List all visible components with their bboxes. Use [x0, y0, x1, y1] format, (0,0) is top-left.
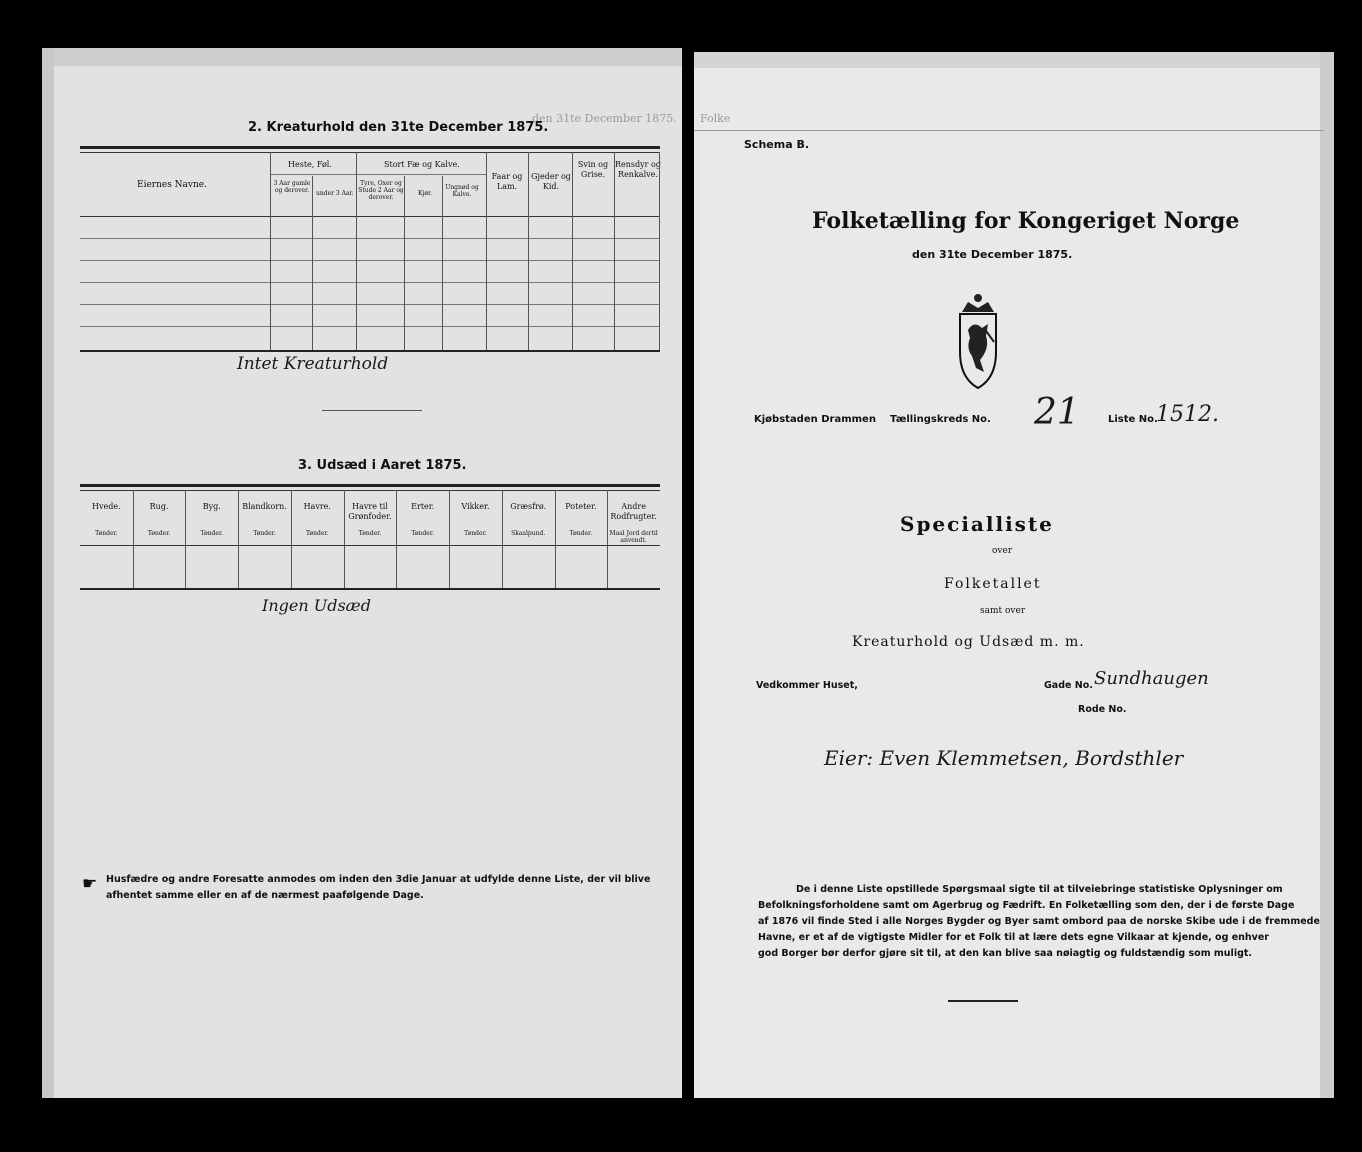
section2-end-rule [322, 410, 422, 411]
header-reindeer: Rensdyr og Renkalve. [615, 160, 661, 179]
rode-label: Rode No. [1078, 704, 1127, 715]
udsaed-col-unit: Tønder. [569, 530, 593, 537]
col-rule-9 [614, 152, 615, 350]
info-line-4: Havne, er et af de vigtigste Midler for et Folk til at lære dets egne Vilkaar at kjende, og enhver [758, 932, 1269, 943]
udsaed-col-name: Andre Rodfrugter. [610, 502, 657, 521]
notice-line-2: afhentet samme eller en af de nærmest paafølgende Dage. [106, 890, 424, 901]
udsaed-col-unit: Tønder. [253, 530, 276, 537]
header-sheep: Faar og Lam. [491, 172, 523, 191]
huset-label: Vedkommer Huset, [756, 680, 858, 691]
page-left-edge [42, 48, 54, 1098]
udsaed-col-rule [185, 490, 186, 588]
header-horses: Heste, Føl. [288, 160, 332, 169]
header-bulls: Tyre, Oxer og Stude 2 Aar og derover. [358, 180, 404, 201]
col-rule-5 [442, 176, 443, 350]
schema-label: Schema B. [744, 138, 810, 151]
over-label-1: over [992, 546, 1013, 556]
info-line-2: Befolkningsforholdene samt om Agerbrug og Fædrift. En Folketælling som den, der i de første Dage [758, 900, 1295, 911]
col-rule-7 [528, 152, 529, 350]
header-bottom-rule [80, 216, 660, 217]
bleed-through-title: den 31te December 1875. [532, 112, 677, 125]
udsaed-col-name: Blandkorn. [242, 502, 287, 511]
udsaed-col-unit: Tønder. [411, 530, 434, 537]
kreatur-label: Kreaturhold og Udsæd m. m. [852, 634, 1085, 650]
grid-top-rule-2 [80, 152, 660, 153]
col-rule-6 [486, 152, 487, 350]
row-rule-2 [80, 260, 660, 261]
udsaed-col-unit: Tønder. [464, 530, 487, 537]
notice-line-1: Husfædre og andre Foresatte anmodes om inden den 3die Januar at udfylde denne Liste, der vil blive [106, 874, 651, 885]
udsaed-col-unit: Maal Jord dertil anvendt. [609, 530, 658, 544]
udsaed-col-unit: Tønder. [95, 530, 118, 537]
udsaed-col-rule [396, 490, 397, 588]
bleed-through-top: Folke [700, 112, 731, 125]
col-rule-10 [659, 152, 660, 350]
udsaed-col-name: Havre til Grønfoder. [348, 502, 392, 521]
samt-over-label: samt over [980, 606, 1026, 616]
page-top-edge-right [694, 52, 1334, 68]
grid-top-rule [80, 146, 660, 149]
folketallet-label: Folketallet [944, 576, 1042, 592]
kjobstad-label: Kjøbstaden Drammen [754, 414, 876, 425]
row-rule-1 [80, 238, 660, 239]
section3-handwritten: Ingen Udsæd [262, 596, 371, 615]
cattle-sub-rule [356, 174, 486, 175]
gade-value: Sundhaugen [1094, 668, 1209, 689]
udsaed-col-rule [291, 490, 292, 588]
udsaed-col-name: Erter. [411, 502, 435, 511]
udsaed-col-unit: Skaalpund. [511, 530, 546, 537]
right-page [694, 52, 1334, 1098]
row-rule-5 [80, 326, 660, 327]
udsaed-top-rule-2 [80, 490, 660, 491]
udsaed-col-unit: Tønder. [147, 530, 171, 537]
col-rule-4 [404, 176, 405, 350]
info-line-5: god Borger bør derfor gjøre sit til, at den kan blive saa nøiagtig og fuldstændig som muligt. [758, 948, 1253, 959]
udsaed-col-name: Poteter. [565, 502, 597, 511]
specialliste-heading: Specialliste [900, 512, 1054, 536]
section2-handwritten: Intet Kreaturhold [237, 354, 389, 374]
kreds-label: Tællingskreds No. [890, 414, 991, 425]
udsaed-bottom-rule [80, 588, 660, 590]
udsaed-col-name: Rug. [149, 502, 169, 511]
udsaed-col-name: Vikker. [461, 502, 490, 511]
section2-title: 2. Kreaturhold den 31te December 1875. [248, 120, 549, 135]
udsaed-col-unit: Tønder. [200, 530, 224, 537]
udsaed-col-rule [238, 490, 239, 588]
row-rule-4 [80, 304, 660, 305]
closing-rule [948, 1000, 1018, 1002]
col-rule-1 [270, 152, 271, 350]
horses-sub-rule [270, 174, 356, 175]
info-line-3: af 1876 vil finde Sted i alle Norges Bygder og Byer samt ombord paa de norske Skibe ude i de fremmede [758, 916, 1320, 927]
header-cows: Kjør. [418, 190, 433, 197]
left-page [42, 48, 682, 1098]
udsaed-col-name: Havre. [303, 502, 331, 511]
liste-value: 1512. [1156, 402, 1219, 427]
owner-handwritten: Eier: Even Klemmetsen, Bordsthler [824, 746, 1184, 770]
page-right-edge [1320, 52, 1334, 1098]
pointing-hand-icon: ☛ [82, 874, 98, 894]
col-rule-8 [572, 152, 573, 350]
udsaed-col-rule [133, 490, 134, 588]
grid-bottom-rule [80, 350, 660, 352]
section3-title: 3. Udsæd i Aaret 1875. [298, 458, 467, 473]
udsaed-col-rule [607, 490, 608, 588]
coat-of-arms-icon [954, 290, 1002, 394]
udsaed-col-name: Byg. [202, 502, 221, 511]
gade-label: Gade No. [1044, 680, 1093, 691]
col-rule-2 [312, 176, 313, 350]
udsaed-col-rule [502, 490, 503, 588]
liste-label: Liste No. [1108, 414, 1158, 425]
udsaed-col-rule [449, 490, 450, 588]
page-top-edge [42, 48, 682, 66]
header-goats: Gjeder og Kid. [531, 172, 571, 191]
udsaed-header-rule [80, 545, 660, 546]
header-calves: Ungnød og Kalve. [445, 184, 479, 198]
udsaed-col-rule [344, 490, 345, 588]
header-pigs: Svin og Grise. [577, 160, 609, 179]
info-line-1: De i denne Liste opstillede Spørgsmaal sigte til at tilveiebringe statistiske Oplysninger om [796, 884, 1283, 895]
row-rule-3 [80, 282, 660, 283]
top-rule-right [694, 130, 1324, 131]
udsaed-col-name: Græsfrø. [510, 502, 547, 511]
header-horses-young: under 3 Aar. [316, 190, 354, 197]
col-rule-3 [356, 152, 357, 350]
udsaed-top-rule [80, 484, 660, 487]
udsaed-col-unit: Tønder. [306, 530, 329, 537]
udsaed-col-unit: Tønder. [358, 530, 382, 537]
main-title: Folketælling for Kongeriget Norge [812, 208, 1240, 234]
header-cattle: Stort Fæ og Kalve. [384, 160, 460, 169]
udsaed-col-rule [555, 490, 556, 588]
census-date: den 31te December 1875. [912, 248, 1073, 261]
header-horses-old: 3 Aar gamle og derover. [273, 180, 311, 194]
udsaed-col-name: Hvede. [92, 502, 121, 511]
kreds-value: 21 [1034, 392, 1080, 433]
header-owner: Eiernes Navne. [137, 180, 207, 190]
